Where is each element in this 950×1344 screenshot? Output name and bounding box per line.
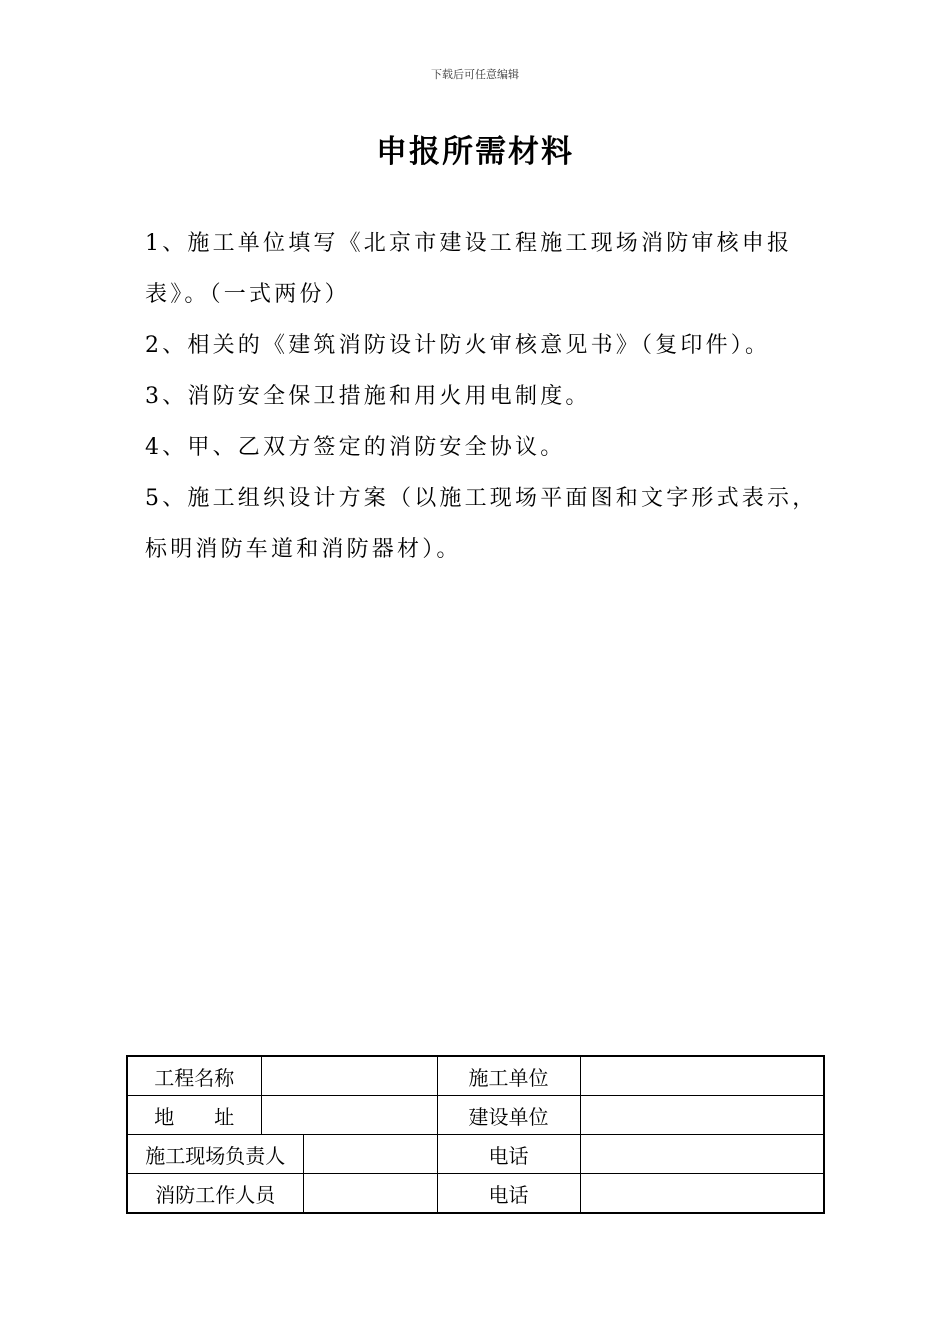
list-item: 5、施工组织设计方案（以施工现场平面图和文字形式表示，标明消防车道和消防器材）。 bbox=[145, 486, 818, 562]
list-item: 3、消防安全保卫措施和用火用电制度。 bbox=[145, 384, 591, 409]
fire-staff-label: 消防工作人员 bbox=[127, 1174, 303, 1214]
table-row bbox=[127, 1056, 824, 1096]
table-row bbox=[127, 1096, 824, 1135]
page-title: 申报所需材料 bbox=[376, 134, 574, 170]
list-item: 4、甲、乙双方签定的消防安全协议。 bbox=[145, 435, 566, 460]
list-item: 1、施工单位填写《北京市建设工程施工现场消防审核申报表》。（一式两份） bbox=[145, 231, 793, 307]
address-label: 地 址 bbox=[127, 1096, 261, 1135]
project-name-value[interactable] bbox=[261, 1056, 437, 1096]
site-manager-phone-value[interactable] bbox=[580, 1135, 824, 1174]
construction-unit-label: 施工单位 bbox=[437, 1056, 580, 1096]
fire-staff-phone-value[interactable] bbox=[580, 1174, 824, 1214]
requirements-list bbox=[145, 218, 825, 575]
table-row bbox=[127, 1135, 824, 1174]
header-note: 下载后可任意编辑 bbox=[431, 68, 519, 81]
list-item: 2、相关的《建筑消防设计防火审核意见书》（复印件）。 bbox=[145, 333, 771, 358]
builder-unit-label: 建设单位 bbox=[437, 1096, 580, 1135]
phone-label: 电话 bbox=[437, 1174, 580, 1214]
fire-staff-value[interactable] bbox=[303, 1174, 437, 1214]
builder-unit-value[interactable] bbox=[580, 1096, 824, 1135]
construction-unit-value[interactable] bbox=[580, 1056, 824, 1096]
table-row bbox=[127, 1174, 824, 1214]
site-manager-value[interactable] bbox=[303, 1135, 437, 1174]
phone-label: 电话 bbox=[437, 1135, 580, 1174]
address-value[interactable] bbox=[261, 1096, 437, 1135]
project-name-label: 工程名称 bbox=[127, 1056, 261, 1096]
site-manager-label: 施工现场负责人 bbox=[127, 1135, 303, 1174]
info-table bbox=[126, 1055, 825, 1214]
